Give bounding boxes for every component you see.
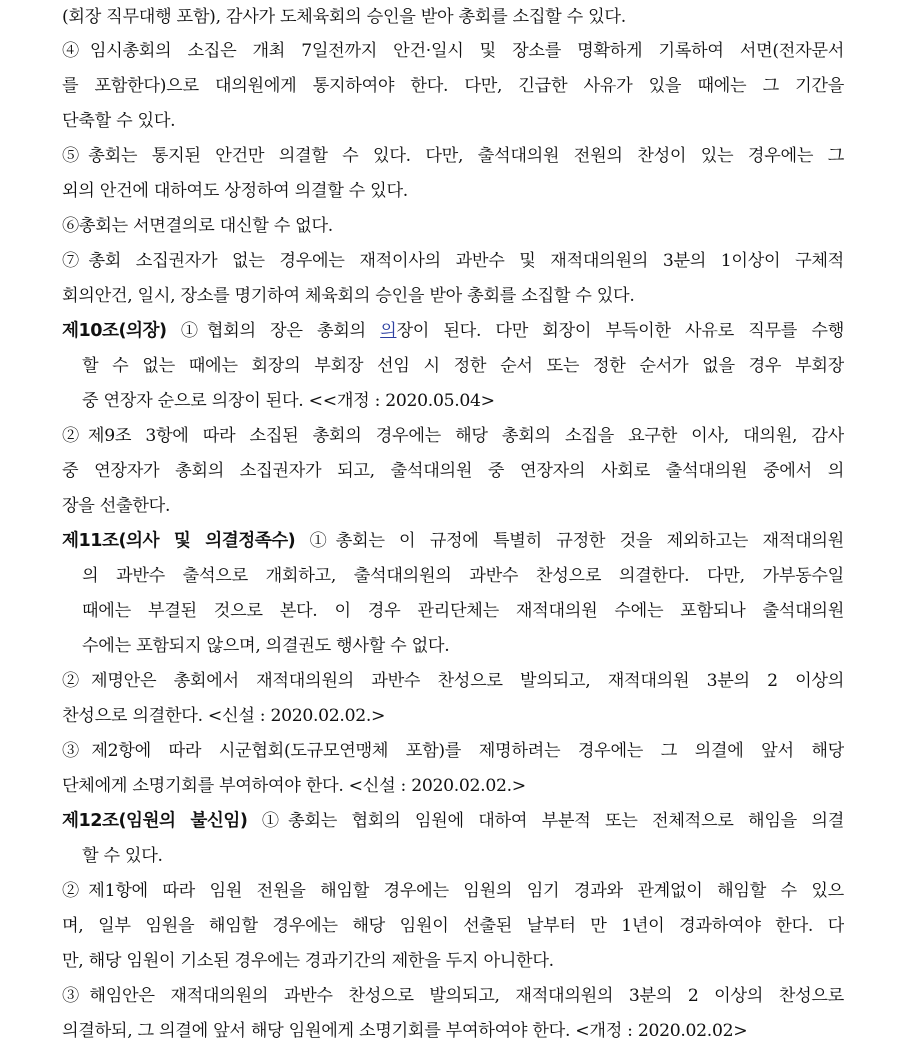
text-line: 만, 해당 임원이 기소된 경우에는 경과기간의 제한을 두지 아니한다.	[62, 951, 554, 971]
text-line: ⑤총회는 통지된 안건만 의결할 수 있다. 다만, 출석대의원 전원의 찬성이 있는 경우에는 그	[62, 146, 844, 166]
text-line: 며, 일부 임원을 해임할 경우에는 해당 임원이 선출된 날부터 만 1년이 경과하여야 한다. 다	[62, 916, 844, 936]
article-12-heading: 제12조(임원의 불신임)	[62, 811, 248, 831]
text-line: ⑦총회 소집권자가 없는 경우에는 재적이사의 과반수 및 재적대의원의 3분의 1이상이 구체적	[62, 251, 844, 271]
article-11-line: 제11조(의사 및 의결정족수) ①총회는 이 규정에 특별히 규정한 것을 제외하고는 재적대의원	[62, 531, 844, 551]
text-line: ④임시총회의 소집은 개최 7일전까지 안건·일시 및 장소를 명확하게 기록하여 서면(전자문서	[62, 41, 844, 61]
text-line: ⑥총회는 서면결의로 대신할 수 없다.	[62, 216, 333, 236]
text-line: 중 연장자가 총회의 소집권자가 되고, 출석대의원 중 연장자의 사회로 출석대의원 중에서 의	[62, 461, 844, 481]
text-line: ②제1항에 따라 임원 전원을 해임할 경우에는 임원의 임기 경과와 관계없이 해임할 수 있으	[62, 881, 844, 901]
article-12-line: 제12조(임원의 불신임) ①총회는 협회의 임원에 대하여 부분적 또는 전체적으로 해임을 의결	[62, 811, 844, 831]
underlined-word: 의	[380, 321, 397, 341]
text-line: ②제명안은 총회에서 재적대의원의 과반수 찬성으로 발의되고, 재적대의원 3분의 2 이상의	[62, 671, 844, 691]
text-line: 수에는 포함되지 않으며, 의결권도 행사할 수 없다.	[82, 636, 450, 656]
text-line: 단체에게 소명기회를 부여하여야 한다. <신설 : 2020.02.02.>	[62, 776, 526, 796]
article-10-line: 제10조(의장) ①협회의 장은 총회의 의장이 된다. 다만 회장이 부득이한 사유로 직무를 수행	[62, 321, 844, 341]
text-line: 의 과반수 출석으로 개회하고, 출석대의원의 과반수 찬성으로 의결한다. 다만, 가부동수일	[82, 566, 844, 586]
text-line: 할 수 없는 때에는 회장의 부회장 선임 시 정한 순서 또는 정한 순서가 없을 경우 부회장	[82, 356, 844, 376]
article-11-heading: 제11조(의사 및 의결정족수)	[62, 531, 296, 551]
article-10-heading: 제10조(의장)	[62, 321, 167, 341]
text-line: 를 포함한다)으로 대의원에게 통지하여야 한다. 다만, 긴급한 사유가 있을 때에는 그 기간을	[62, 76, 844, 96]
text-line: 외의 안건에 대하여도 상정하여 의결할 수 있다.	[62, 181, 408, 201]
text-line: 할 수 있다.	[82, 846, 163, 866]
text-line: 의결하되, 그 의결에 앞서 해당 임원에게 소명기회를 부여하여야 한다. <개정 : 2020.02.02>	[62, 1021, 748, 1041]
text-line: ②제9조 3항에 따라 소집된 총회의 경우에는 해당 총회의 소집을 요구한 이사, 대의원, 감사	[62, 426, 844, 446]
text-line: ③제2항에 따라 시군협회(도규모연맹체 포함)를 제명하려는 경우에는 그 의결에 앞서 해당	[62, 741, 844, 761]
text-line: 회의안건, 일시, 장소를 명기하여 체육회의 승인을 받아 총회를 소집할 수 있다.	[62, 286, 635, 306]
text-line: (회장 직무대행 포함), 감사가 도체육회의 승인을 받아 총회를 소집할 수 있다.	[62, 7, 626, 27]
text-line: 때에는 부결된 것으로 본다. 이 경우 관리단체는 재적대의원 수에는 포함되나 출석대의원	[82, 601, 844, 621]
text-line: ③해임안은 재적대의원의 과반수 찬성으로 발의되고, 재적대의원의 3분의 2 이상의 찬성으로	[62, 986, 844, 1006]
text-line: 찬성으로 의결한다. <신설 : 2020.02.02.>	[62, 706, 386, 726]
text-line: 중 연장자 순으로 의장이 된다. <<개정 : 2020.05.04>	[82, 391, 495, 411]
text-line: 단축할 수 있다.	[62, 111, 176, 131]
text-line: 장을 선출한다.	[62, 496, 171, 516]
